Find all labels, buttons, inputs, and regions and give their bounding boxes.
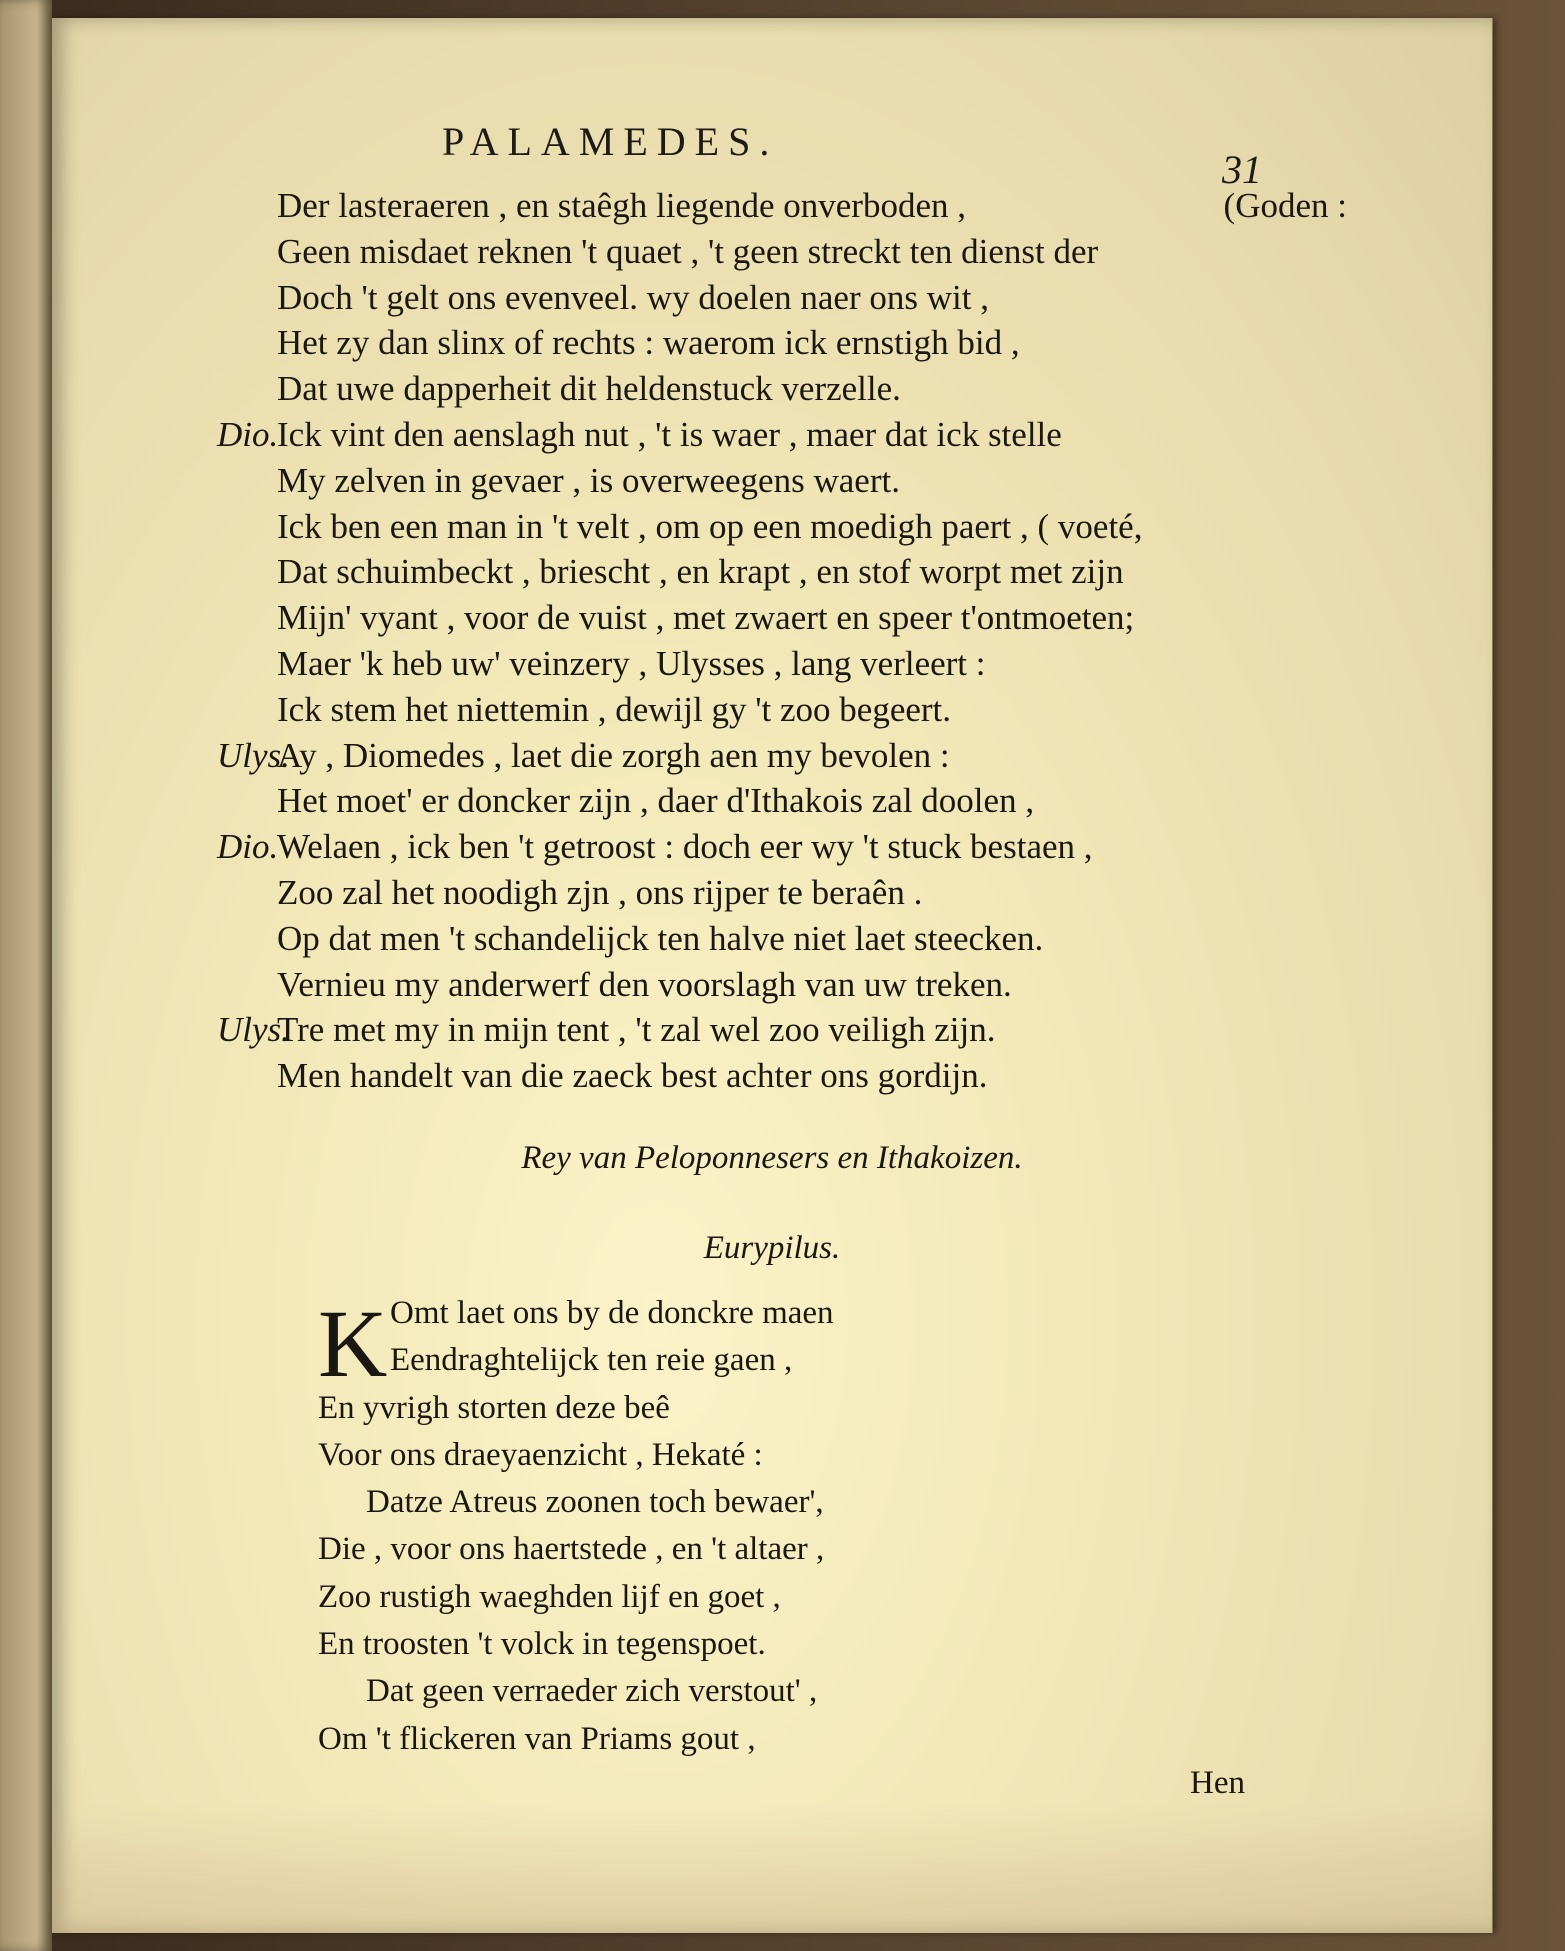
chorus-line: Die , voor ons haertstede , en 't altaer , [318,1531,825,1568]
verse-line: Dat schuimbeckt , briescht , en krapt , en stof worpt met zijn [277,552,1124,592]
verse-line: Ulys.Tre met my in mijn tent , 't zal wel zoo veiligh zijn. [217,1007,1347,1053]
chorus-line: Omt laet ons by de donckre maen [390,1295,834,1331]
verse-line: Doch 't gelt ons evenveel. wy doelen naer ons wit , [277,277,989,317]
verse-line: Het moet' er doncker zijn , daer d'Ithakois zal doolen , [277,781,1035,821]
speaker-label: Dio. [217,827,279,867]
speaker-label: Dio. [217,414,279,454]
chorus-line: Zoo rustigh waeghden lijf en goet , [318,1578,781,1615]
verse-line: Der lasteraeren , en staêgh liegende onverboden , (Goden : [217,183,1347,229]
verse-line: Geen misdaet reknen 't quaet , 't geen streckt ten dienst der [277,231,1099,271]
verse-line: My zelven in gevaer , is overweegens waert. [277,460,900,500]
verse-line: Het zy dan slinx of rechts : waerom ick ernstigh bid , [277,323,1020,363]
verse-line: Zoo zal het noodigh zjn , ons rijper te beraên . [277,872,923,912]
verse-line: Vernieu my anderwerf den voorslagh van uw treken. [277,964,1012,1004]
speaker-label: Ulys. [217,1010,290,1050]
verse-line: Dio.Ick vint den aenslagh nut , 't is waer , maer dat ick stelle [217,412,1347,458]
chorus-line: Voor ons draeyaenzicht , Hekaté : [318,1436,763,1473]
chorus-speaker: Eurypilus. [703,1230,841,1266]
chorus-verse [318,1290,1218,1763]
verse-line: Op dat men 't schandelijck ten halve niet laet steecken. [277,918,1044,958]
verse-line: Maer 'k heb uw' veinzery , Ulysses , lang verleert : [277,643,986,683]
chorus-line: Dat geen verraeder zich verstout' , [366,1673,818,1710]
chorus-line: Datze Atreus zoonen toch bewaer', [366,1484,824,1521]
verse-line: Ick stem het niettemin , dewijl gy 't zoo begeert. [277,689,952,729]
dialogue-verse [217,183,1347,1099]
chorus-line: En troosten 't volck in tegenspoet. [318,1626,766,1663]
running-head: PALAMEDES. [442,119,779,164]
chorus-line: Eendraghtelijck ten reie gaen , [390,1342,793,1379]
page-number: 31 [1222,147,1262,192]
verse-line: Mijn' vyant , voor de vuist , met zwaert en speer t'ontmoeten; [277,598,1135,638]
verse-line: Ulys.Ay , Diomedes , laet die zorgh aen my bevolen : [217,733,1347,779]
drop-cap-initial: K [318,1290,388,1397]
facing-page-edge [0,0,52,1951]
speaker-label: Ulys. [217,735,290,775]
chorus-heading: Rey van Peloponnesers en Ithakoizen. [521,1140,1023,1176]
verse-line: Dio.Welaen , ick ben 't getroost : doch eer wy 't stuck bestaen , [217,824,1347,870]
catchword: Hen [1190,1765,1245,1801]
verse-line: Dat uwe dapperheit dit heldenstuck verzelle. [277,369,901,409]
chorus-line: En yvrigh storten deze beê [318,1389,670,1426]
chorus-line: Om 't flickeren van Priams gout , [318,1720,756,1757]
verse-line: Ick ben een man in 't velt , om op een moedigh paert , ( voeté, [277,506,1143,546]
turnover-word: (Goden : [1223,186,1347,225]
verse-line: Men handelt van die zaeck best achter ons gordijn. [277,1056,988,1096]
